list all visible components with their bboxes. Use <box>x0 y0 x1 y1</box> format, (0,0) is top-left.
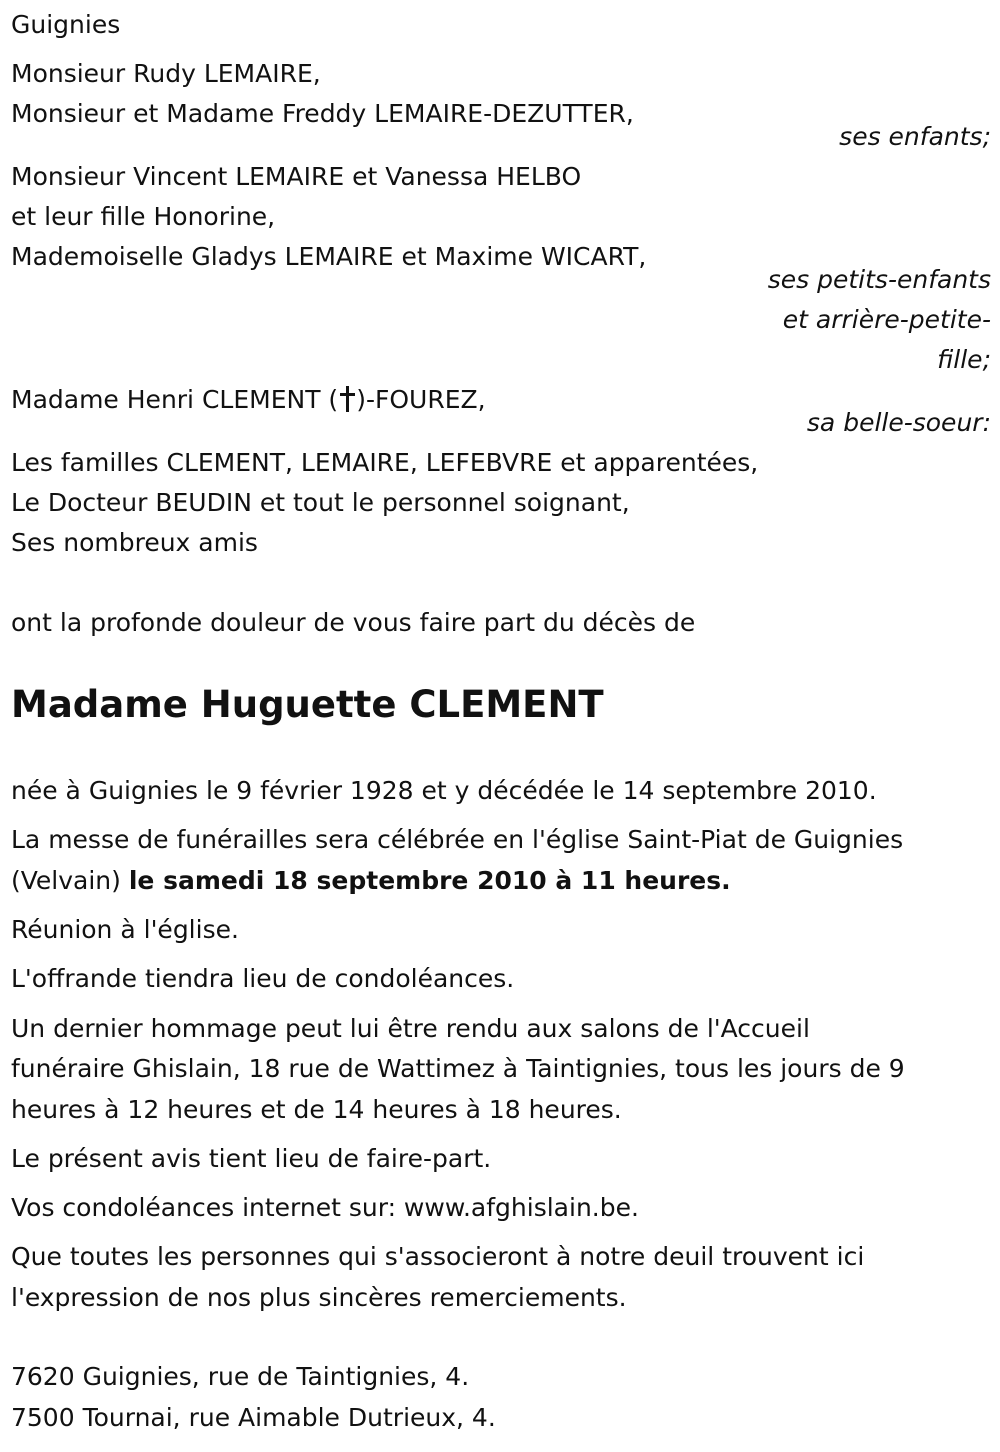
relation-label-sister-in-law: sa belle-soeur: <box>806 408 991 437</box>
sister-in-law-suffix: )-FOUREZ, <box>356 385 486 414</box>
mass-location: (Velvain) <box>11 866 129 895</box>
mass-date-time: le samedi 18 septembre 2010 à 11 heures. <box>128 866 731 895</box>
notice-text: Le présent avis tient lieu de faire-part. <box>11 1144 492 1173</box>
homage-text: Un dernier hommage peut lui être rendu aux salons de l'Accueil <box>11 1014 810 1043</box>
family-line: Le Docteur BEUDIN et tout le personnel soignant, <box>11 488 630 517</box>
latin-cross-icon <box>340 386 354 412</box>
homage-text: funéraire Ghislain, 18 rue de Wattimez à Taintignies, tous les jours de 9 <box>11 1054 905 1083</box>
deceased-name: Madame Huguette CLEMENT <box>11 683 604 726</box>
family-line: Monsieur Vincent LEMAIRE et Vanessa HELBO <box>11 162 582 191</box>
family-line-sister-in-law <box>11 380 486 420</box>
relation-label-grandchildren: ses petits-enfants <box>767 265 991 294</box>
address-line: 7500 Tournai, rue Aimable Dutrieux, 4. <box>11 1403 496 1432</box>
birth-death-text: née à Guignies le 9 février 1928 et y décédée le 14 septembre 2010. <box>11 776 877 805</box>
thanks-text: l'expression de nos plus sincères remerciements. <box>11 1283 627 1312</box>
family-line: Monsieur et Madame Freddy LEMAIRE-DEZUTTER, <box>11 99 634 128</box>
announcement-text: ont la profonde douleur de vous faire part du décès de <box>11 608 696 637</box>
relation-label-grandchildren: fille; <box>937 345 991 374</box>
offering-text: L'offrande tiendra lieu de condoléances. <box>11 964 515 993</box>
family-line: Mademoiselle Gladys LEMAIRE et Maxime WICART, <box>11 242 647 271</box>
relation-label-children: ses enfants; <box>839 122 991 151</box>
family-line: Monsieur Rudy LEMAIRE, <box>11 59 321 88</box>
condolences-text: Vos condoléances internet sur: www.afghislain.be. <box>11 1193 639 1222</box>
reunion-text: Réunion à l'église. <box>11 915 239 944</box>
mass-text-line2 <box>11 861 731 901</box>
family-line: Ses nombreux amis <box>11 528 258 557</box>
family-line: et leur fille Honorine, <box>11 202 276 231</box>
sister-in-law-prefix: Madame Henri CLEMENT ( <box>11 385 339 414</box>
location-heading: Guignies <box>11 10 121 39</box>
mass-text: La messe de funérailles sera célébrée en l'église Saint-Piat de Guignies <box>11 825 904 854</box>
homage-text: heures à 12 heures et de 14 heures à 18 heures. <box>11 1095 622 1124</box>
address-line: 7620 Guignies, rue de Taintignies, 4. <box>11 1362 470 1391</box>
relation-label-grandchildren: et arrière-petite- <box>782 305 991 334</box>
family-line: Les familles CLEMENT, LEMAIRE, LEFEBVRE et apparentées, <box>11 448 759 477</box>
thanks-text: Que toutes les personnes qui s'associeront à notre deuil trouvent ici <box>11 1242 865 1271</box>
